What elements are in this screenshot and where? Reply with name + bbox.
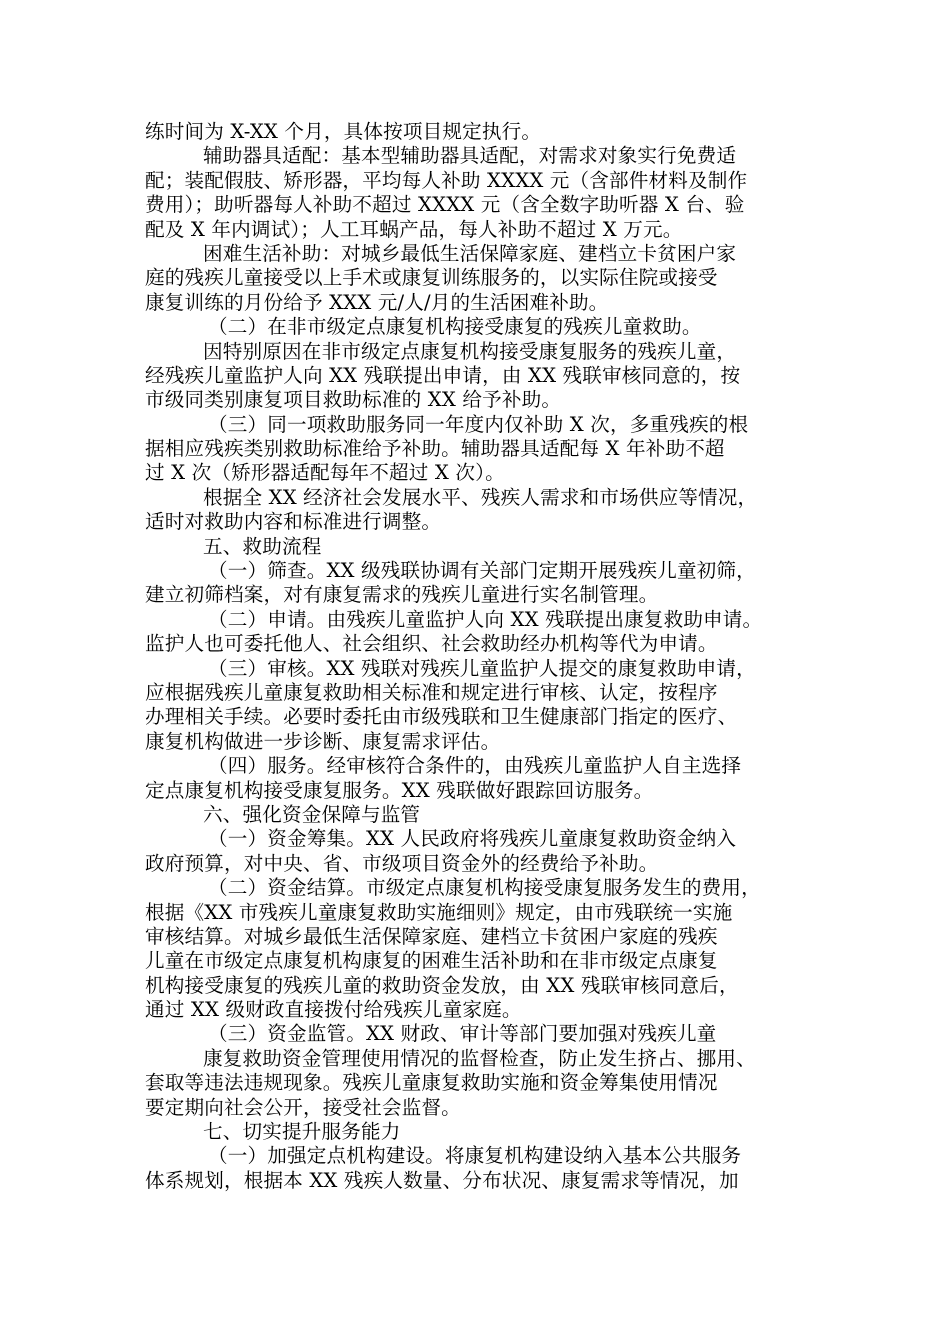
text-line: 康复机构做进一步诊断、康复需求评估。 bbox=[145, 729, 501, 753]
text-line: 机构接受康复的残疾儿童的救助资金发放，由 XX 残联审核同意后， bbox=[145, 973, 739, 997]
text-line: （一）加强定点机构建设。将康复机构建设纳入基本公共服务 bbox=[208, 1144, 742, 1168]
text-line: （三）审核。XX 残联对残疾儿童监护人提交的康复救助申请， bbox=[208, 656, 756, 680]
text-line: 市级同类别康复项目救助标准的 XX 给予补助。 bbox=[145, 388, 562, 412]
text-line: 辅助器具适配：基本型辅助器具适配，对需求对象实行免费适 bbox=[203, 144, 737, 168]
text-line: （三）资金监管。XX 财政、审计等部门要加强对残疾儿童 bbox=[208, 1022, 717, 1046]
text-line: 适时对救助内容和标准进行调整。 bbox=[145, 510, 442, 534]
document-body bbox=[145, 120, 807, 1193]
text-line: 经残疾儿童监护人向 XX 残联提出申请，由 XX 残联审核同意的，按 bbox=[145, 363, 741, 387]
text-line: 政府预算，对中央、省、市级项目资金外的经费给予补助。 bbox=[145, 851, 659, 875]
text-line: 根据全 XX 经济社会发展水平、残疾人需求和市场供应等情况， bbox=[203, 485, 758, 509]
text-line: 要定期向社会公开，接受社会监督。 bbox=[145, 1095, 461, 1119]
text-line: 配；装配假肢、矫形器，平均每人补助 XXXX 元（含部件材料及制作 bbox=[145, 168, 748, 192]
text-line: 六、强化资金保障与监管 bbox=[203, 802, 421, 826]
text-line: 过 X 次（矫形器适配每年不超过 X 次）。 bbox=[145, 461, 505, 485]
text-line: 因特别原因在非市级定点康复机构接受康复服务的残疾儿童， bbox=[203, 339, 737, 363]
text-line: 套取等违法违规现象。残疾儿童康复救助实施和资金筹集使用情况 bbox=[145, 1071, 718, 1095]
text-line: （四）服务。经审核符合条件的，由残疾儿童监护人自主选择 bbox=[208, 754, 742, 778]
text-line: 困难生活补助：对城乡最低生活保障家庭、建档立卡贫困户家 bbox=[203, 241, 737, 265]
text-line: 监护人也可委托他人、社会组织、社会救助经办机构等代为申请。 bbox=[145, 632, 718, 656]
text-line: 根据《XX 市残疾儿童康复救助实施细则》规定，由市残联统一实施 bbox=[145, 900, 733, 924]
text-line: （二）在非市级定点康复机构接受康复的残疾儿童救助。 bbox=[208, 315, 702, 339]
text-line: （二）申请。由残疾儿童监护人向 XX 残联提出康复救助申请。 bbox=[208, 607, 763, 631]
text-line: 儿童在市级定点康复机构康复的困难生活补助和在非市级定点康复 bbox=[145, 949, 718, 973]
text-line: 建立初筛档案，对有康复需求的残疾儿童进行实名制管理。 bbox=[145, 583, 659, 607]
text-line: 康复训练的月份给予 XXX 元/人/月的生活困难补助。 bbox=[145, 290, 609, 314]
text-line: 配及 X 年内调试）；人工耳蜗产品，每人补助不超过 X 万元。 bbox=[145, 217, 683, 241]
text-line: 据相应残疾类别救助标准给予补助。辅助器具适配每 X 年补助不超 bbox=[145, 437, 725, 461]
text-line: 七、切实提升服务能力 bbox=[203, 1120, 401, 1144]
text-line: （二）资金结算。市级定点康复机构接受康复服务发生的费用， bbox=[208, 876, 761, 900]
text-line: 体系规划，根据本 XX 残疾人数量、分布状况、康复需求等情况，加 bbox=[145, 1168, 739, 1192]
text-line: 五、救助流程 bbox=[203, 534, 322, 558]
text-line: 费用）；助听器每人补助不超过 XXXX 元（含全数字助听器 X 台、验 bbox=[145, 193, 745, 217]
text-line: （一）资金筹集。XX 人民政府将残疾儿童康复救助资金纳入 bbox=[208, 827, 737, 851]
text-line: 练时间为 X-XX 个月，具体按项目规定执行。 bbox=[145, 120, 542, 143]
text-line: 应根据残疾儿童康复救助相关标准和规定进行审核、认定，按程序 bbox=[145, 680, 718, 704]
text-line: 通过 XX 级财政直接拨付给残疾儿童家庭。 bbox=[145, 998, 522, 1022]
text-line: 庭的残疾儿童接受以上手术或康复训练服务的，以实际住院或接受 bbox=[145, 266, 718, 290]
text-line: （一）筛查。XX 级残联协调有关部门定期开展残疾儿童初筛， bbox=[208, 559, 756, 583]
text-line: 定点康复机构接受康复服务。XX 残联做好跟踪回访服务。 bbox=[145, 778, 654, 802]
text-line: （三）同一项救助服务同一年度内仅补助 X 次，多重残疾的根 bbox=[208, 412, 749, 436]
text-line: 康复救助资金管理使用情况的监督检查，防止发生挤占、挪用、 bbox=[203, 1046, 756, 1070]
text-line: 审核结算。对城乡最低生活保障家庭、建档立卡贫困户家庭的残疾 bbox=[145, 924, 718, 948]
text-line: 办理相关手续。必要时委托由市级残联和卫生健康部门指定的医疗、 bbox=[145, 705, 738, 729]
